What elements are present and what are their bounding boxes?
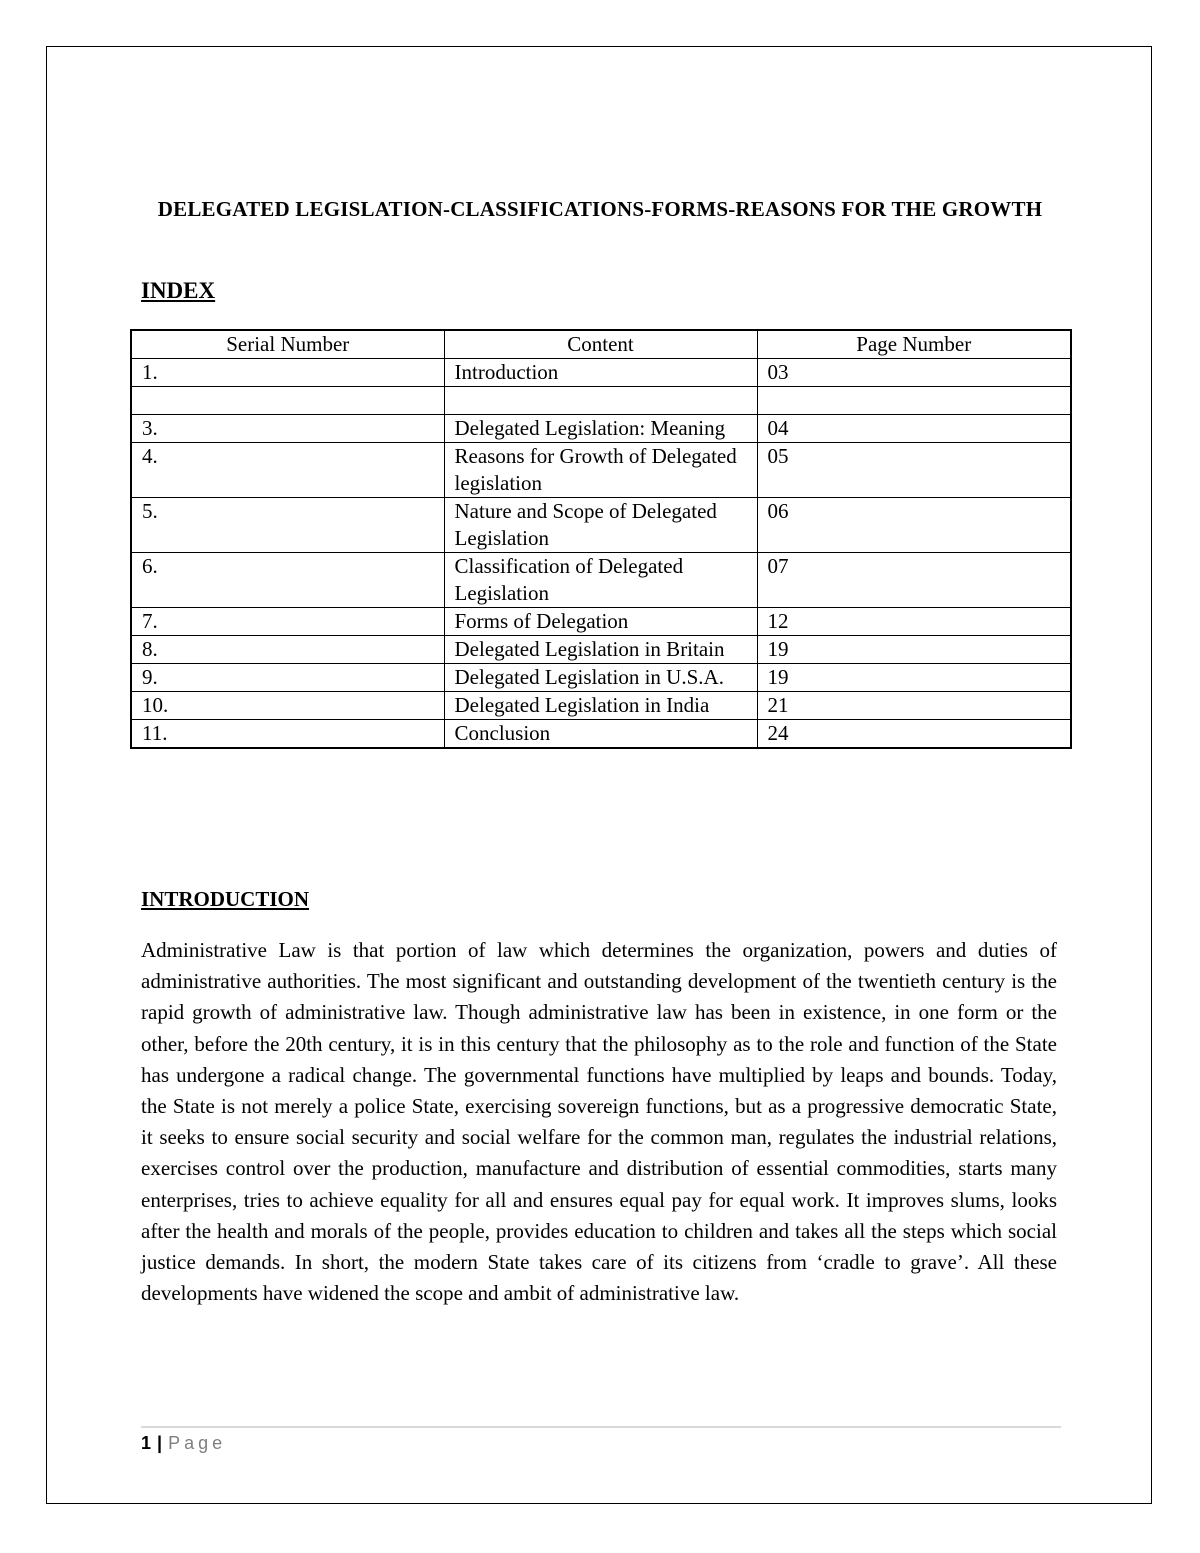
page-cell: 19: [757, 664, 1071, 692]
page-cell: 19: [757, 636, 1071, 664]
serial-cell: 6.: [131, 553, 444, 608]
page-cell: 12: [757, 608, 1071, 636]
content-cell: Nature and Scope of Delegated Legislation: [444, 498, 757, 553]
table-row: [131, 636, 1071, 664]
page-cell: 04: [757, 415, 1071, 443]
table-row: [131, 443, 1071, 498]
page-cell: [757, 387, 1071, 415]
content-cell: Delegated Legislation: Meaning: [444, 415, 757, 443]
content-cell: Forms of Delegation: [444, 608, 757, 636]
serial-cell: 1.: [131, 359, 444, 387]
page-cell: 06: [757, 498, 1071, 553]
serial-cell: 9.: [131, 664, 444, 692]
index-table: [130, 329, 1072, 749]
table-row: [131, 498, 1071, 553]
content-cell: [444, 387, 757, 415]
page-cell: 03: [757, 359, 1071, 387]
content-cell: Delegated Legislation in Britain: [444, 636, 757, 664]
footer-page-label: Page: [168, 1433, 227, 1453]
table-row: [131, 415, 1071, 443]
footer-page-number: 1: [141, 1433, 152, 1453]
header-page-number: Page Number: [757, 330, 1071, 359]
content-cell: Delegated Legislation in India: [444, 692, 757, 720]
content-cell: Reasons for Growth of Delegated legislation: [444, 443, 757, 498]
table-row: [131, 692, 1071, 720]
page-cell: 24: [757, 720, 1071, 749]
table-row: [131, 608, 1071, 636]
table-row: [131, 387, 1071, 415]
footer-separator: |: [157, 1433, 163, 1453]
table-row: [131, 720, 1071, 749]
header-content: Content: [444, 330, 757, 359]
introduction-paragraph: Administrative Law is that portion of law which determines the organization, powers and duties of administrative authorities. The most significant and outstanding development of the twentieth century is the rapid growth of administrative law. Though administrative law has been in existence, in one form or the other, before the 20th century, it is in this century that the philosophy as to the role and function of the State has undergone a radical change. The governmental functions have multiplied by leaps and bounds. Today, the State is not merely a police State, exercising sovereign functions, but as a progressive democratic State, it seeks to ensure social security and social welfare for the common man, regulates the industrial relations, exercises control over the production, manufacture and distribution of essential commodities, starts many enterprises, tries to achieve equality for all and ensures equal pay for equal work. It improves slums, looks after the health and morals of the people, provides education to children and takes all the steps which social justice demands. In short, the modern State takes care of its citizens from ‘cradle to grave’. All these developments have widened the scope and ambit of administrative law.: [141, 938, 1057, 1306]
table-row: [131, 359, 1071, 387]
index-heading: INDEX: [141, 278, 216, 303]
content-cell: Classification of Delegated Legislation: [444, 553, 757, 608]
table-row: [131, 553, 1071, 608]
document-title: DELEGATED LEGISLATION-CLASSIFICATIONS-FORMS-REASONS FOR THE GROWTH: [157, 197, 1043, 221]
serial-cell: 10.: [131, 692, 444, 720]
header-serial-number: Serial Number: [131, 330, 444, 359]
content-cell: Introduction: [444, 359, 757, 387]
page-cell: 21: [757, 692, 1071, 720]
page-cell: 07: [757, 553, 1071, 608]
content-cell: Delegated Legislation in U.S.A.: [444, 664, 757, 692]
content-cell: Conclusion: [444, 720, 757, 749]
serial-cell: 4.: [131, 443, 444, 498]
serial-cell: 5.: [131, 498, 444, 553]
serial-cell: 8.: [131, 636, 444, 664]
serial-cell: 11.: [131, 720, 444, 749]
table-row: [131, 664, 1071, 692]
page-cell: 05: [757, 443, 1071, 498]
serial-cell: 3.: [131, 415, 444, 443]
footer-divider: [141, 1426, 1061, 1428]
index-table-header-row: [131, 330, 1071, 359]
serial-cell: 7.: [131, 608, 444, 636]
page-footer: [141, 1431, 226, 1455]
serial-cell: [131, 387, 444, 415]
introduction-heading: INTRODUCTION: [141, 887, 310, 911]
